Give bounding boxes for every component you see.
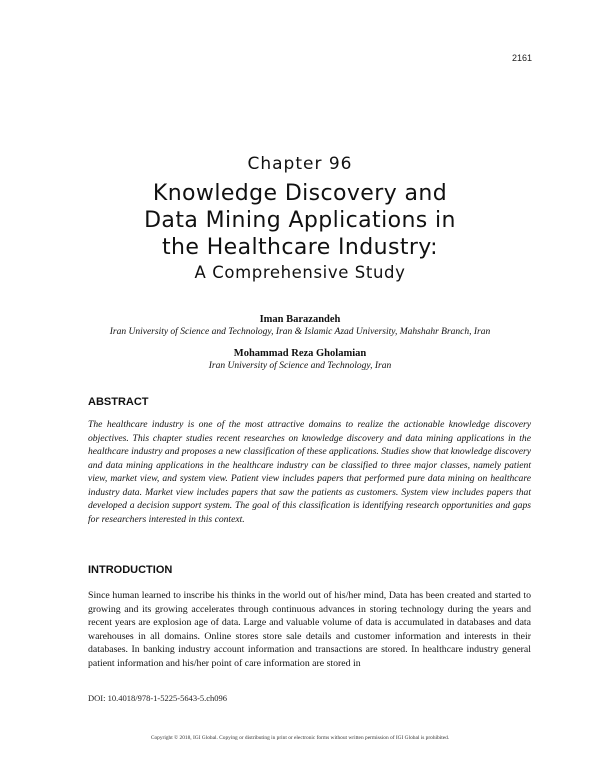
chapter-subtitle: A Comprehensive Study	[194, 263, 406, 282]
page-number: 2161	[511, 53, 532, 63]
title-line: the Healthcare Industry:	[162, 235, 438, 260]
doi: DOI: 10.4018/978-1-5225-5643-5.ch096	[88, 693, 228, 703]
introduction-heading: INTRODUCTION	[88, 564, 173, 576]
author-name: Mohammad Reza Gholamian	[233, 348, 367, 359]
chapter-title	[0, 180, 600, 261]
title-line: Knowledge Discovery and	[152, 181, 448, 206]
introduction-text: Since human learned to inscribe his thinks in the world out of his/her mind, Data has been created and started to growing and its growing accelerates through continuous advances in storing technology during the years and recent years are explosion age of data. Large and valuable volume of data is accumulated in databases and data warehouses in all domains. Online stores store sale details and customer information and interests in their databases. In banking industry account information and transactions are stored. In healthcare industry general patient information and his/her point of care information are stored in	[88, 590, 531, 669]
copyright-notice: Copyright © 2018, IGI Global. Copying or distributing in print or electronic forms without written permission of IGI Global is prohibited.	[150, 735, 450, 741]
author-affiliation: Iran University of Science and Technology, Iran	[208, 361, 392, 371]
abstract-text: The healthcare industry is one of the most attractive domains to realize the actionable knowledge discovery objectives. This chapter studies recent researches on knowledge discovery and data mining applications in the healthcare industry and proposes a new classification of these applications. Studies show that knowledge discovery and data mining applications in the healthcare industry can be classified to three major classes, namely patient view, market view, and system view. Patient view includes papers that performed pure data mining on healthcare industry data. Market view includes papers that saw the patients as customers. System view includes papers that developed a decision support system. The goal of this classification is identifying research opportunities and gaps for researchers interested in this context.	[88, 419, 531, 525]
author-name: Iman Barazandeh	[259, 314, 341, 325]
title-line: Data Mining Applications in	[144, 208, 456, 233]
chapter-label: Chapter 96	[247, 154, 353, 174]
abstract-heading: ABSTRACT	[88, 396, 149, 408]
author-affiliation: Iran University of Science and Technology, Iran & Islamic Azad University, Mahshahr Branch, Iran	[109, 327, 491, 337]
